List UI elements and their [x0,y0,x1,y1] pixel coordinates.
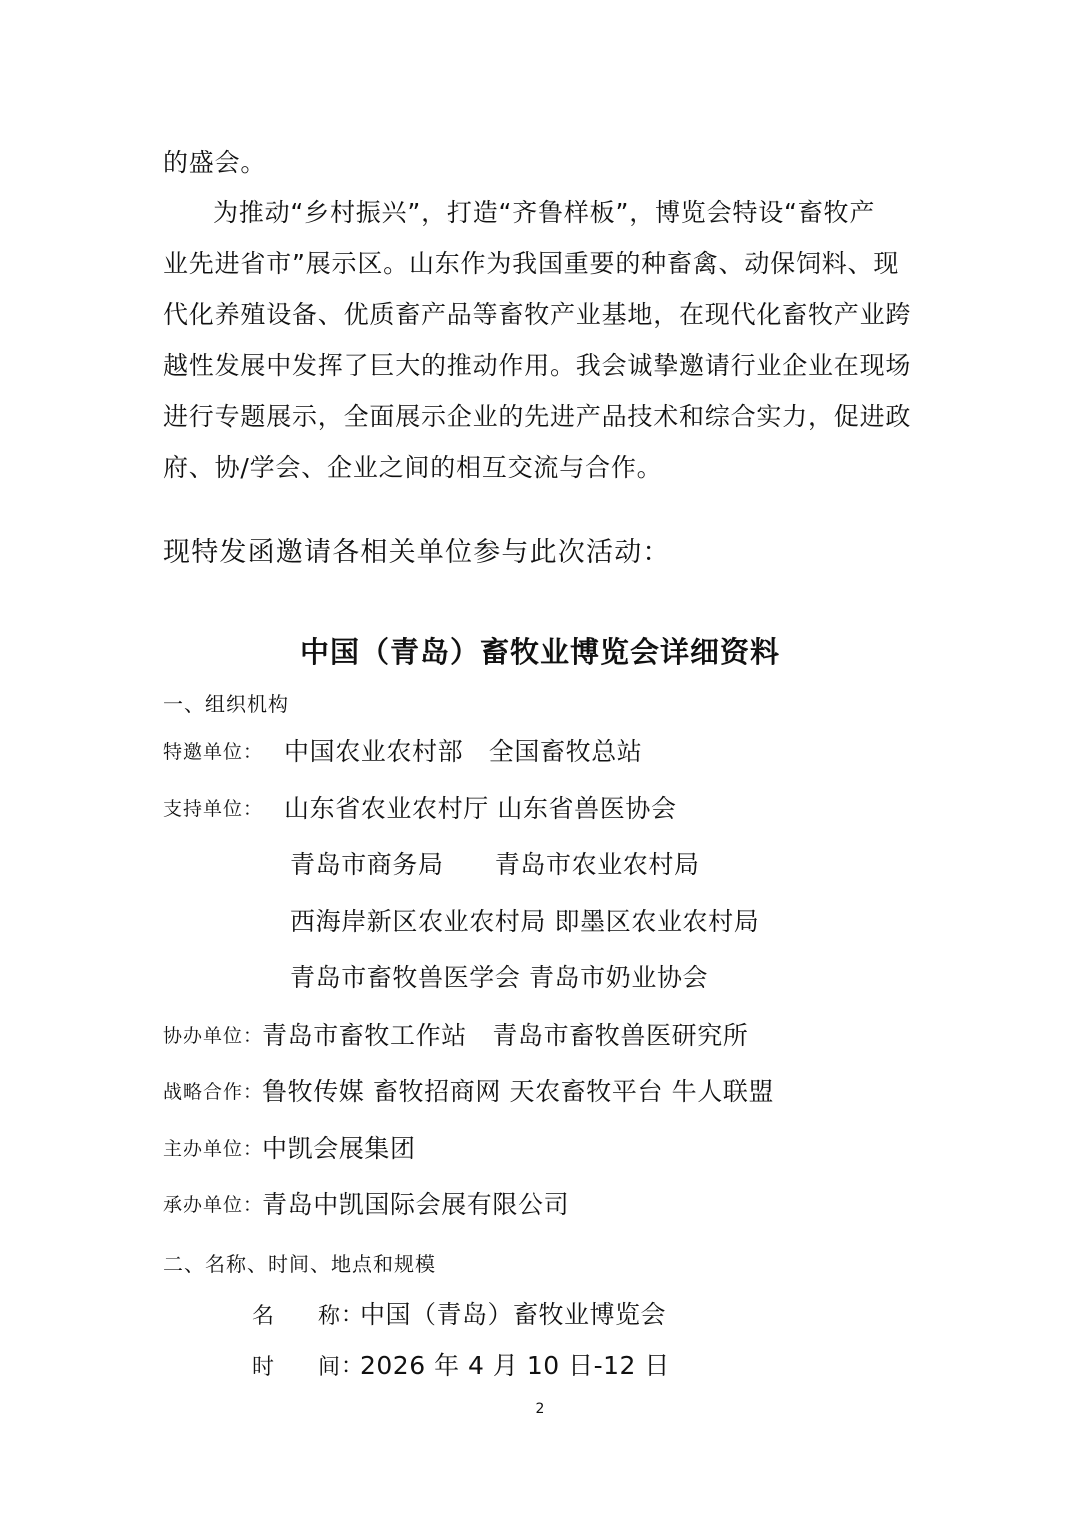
basic-info-colon: ： [341,1303,364,1328]
org-row-value: 西海岸新区农业农村局 即墨区农业农村局 [290,907,760,936]
invitation-text: 现特发函邀请各相关单位参与此次活动： [163,537,671,568]
basic-info-value: 2026 年 4 月 10 日-12 日 [360,1351,670,1380]
org-row-value: 中凯会展集团 [262,1134,416,1163]
org-row-label: 战略合作： [163,1081,264,1103]
section-heading: 二、名称、时间、地点和规模 [163,1252,436,1276]
org-row-label: 支持单位： [163,798,264,820]
body-text-line: 进行专题展示，全面展示企业的先进产品技术和综合实力，促进政 [163,402,912,431]
org-row-value: 青岛中凯国际会展有限公司 [262,1190,570,1219]
org-row-value: 青岛市商务局 青岛市农业农村局 [290,850,700,879]
org-row-value: 青岛市畜牧兽医学会 青岛市奶业协会 [290,963,709,992]
body-text-line: 越性发展中发挥了巨大的推动作用。我会诚挚邀请行业企业在现场 [163,351,912,380]
org-row-label: 承办单位： [163,1194,264,1216]
org-row-value: 青岛市畜牧工作站 青岛市畜牧兽医研究所 [262,1021,749,1050]
org-row-value: 中国农业农村部 全国畜牧总站 [284,737,643,766]
org-row-label: 协办单位： [163,1025,264,1047]
body-text-line: 府、协/学会、企业之间的相互交流与合作。 [163,453,663,482]
page-number: 2 [535,1401,545,1417]
org-row-label: 特邀单位： [163,741,264,763]
body-text-line: 的盛会。 [163,148,267,177]
basic-info-label: 间 [318,1355,341,1380]
basic-info-label: 称 [318,1304,341,1329]
basic-info-colon: ： [341,1354,364,1379]
body-text-line: 业先进省市”展示区。山东作为我国重要的种畜禽、动保饲料、现 [163,249,900,278]
basic-info-value: 中国（青岛）畜牧业博览会 [360,1300,667,1329]
org-row-label: 主办单位： [163,1138,264,1160]
body-text-line: 代化养殖设备、优质畜产品等畜牧产业基地，在现代化畜牧产业跨 [163,300,912,329]
section-heading: 一、组织机构 [163,692,289,716]
body-text-line: 为推动“乡村振兴”，打造“齐鲁样板”，博览会特设“畜牧产 [213,198,876,227]
basic-info-label: 名 [252,1304,275,1329]
org-row-value: 山东省农业农村厅 山东省兽医协会 [284,794,677,823]
document-title: 中国（青岛）畜牧业博览会详细资料 [299,635,780,669]
org-row-value: 鲁牧传媒 畜牧招商网 天农畜牧平台 牛人联盟 [262,1077,775,1106]
basic-info-label: 时 [252,1355,275,1380]
